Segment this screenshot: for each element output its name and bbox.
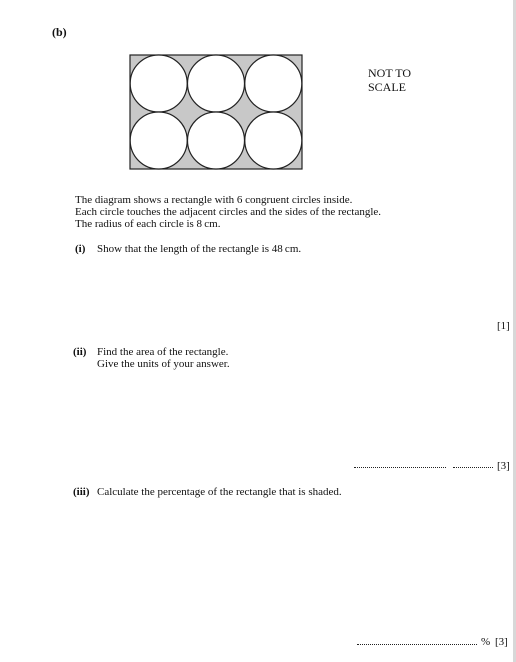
- circle-bottom-2: [188, 112, 245, 169]
- intro-paragraph: [75, 194, 381, 230]
- part-label: (b): [52, 25, 67, 39]
- question-iii-marks: [3]: [495, 636, 508, 648]
- circle-top-3: [245, 55, 302, 112]
- question-iii-number: (iii): [73, 486, 90, 498]
- circle-bottom-3: [245, 112, 302, 169]
- question-ii-text-2: Give the units of your answer.: [97, 358, 230, 370]
- percent-unit: %: [481, 636, 491, 648]
- rectangle-circles-diagram: [129, 54, 305, 172]
- question-ii: [73, 346, 230, 370]
- not-to-scale-note: [368, 66, 411, 94]
- question-i: [75, 243, 301, 255]
- question-iii: [73, 486, 342, 498]
- question-i-marks: [1]: [497, 320, 510, 332]
- answer-line-percentage[interactable]: [357, 644, 477, 645]
- not-to-scale-line2: SCALE: [368, 80, 407, 94]
- circle-bottom-1: [130, 112, 187, 169]
- circle-top-1: [130, 55, 187, 112]
- question-iii-text: Calculate the percentage of the rectangle that is shaded.: [97, 486, 342, 498]
- question-ii-number: (ii): [73, 346, 87, 358]
- question-i-text: Show that the length of the rectangle is 48 cm.: [97, 243, 302, 255]
- question-ii-marks: [3]: [497, 460, 510, 472]
- question-ii-text: Find the area of the rectangle.: [97, 346, 229, 358]
- intro-line-1: The diagram shows a rectangle with 6 congruent circles inside.: [75, 194, 353, 206]
- intro-line-3: The radius of each circle is 8 cm.: [75, 218, 221, 230]
- question-i-number: (i): [75, 243, 86, 255]
- not-to-scale-line1: NOT TO: [368, 66, 412, 80]
- answer-line-area[interactable]: [354, 467, 446, 468]
- answer-line-units[interactable]: [453, 467, 493, 468]
- intro-line-2: Each circle touches the adjacent circles and the sides of the rectangle.: [75, 206, 382, 218]
- circle-top-2: [188, 55, 245, 112]
